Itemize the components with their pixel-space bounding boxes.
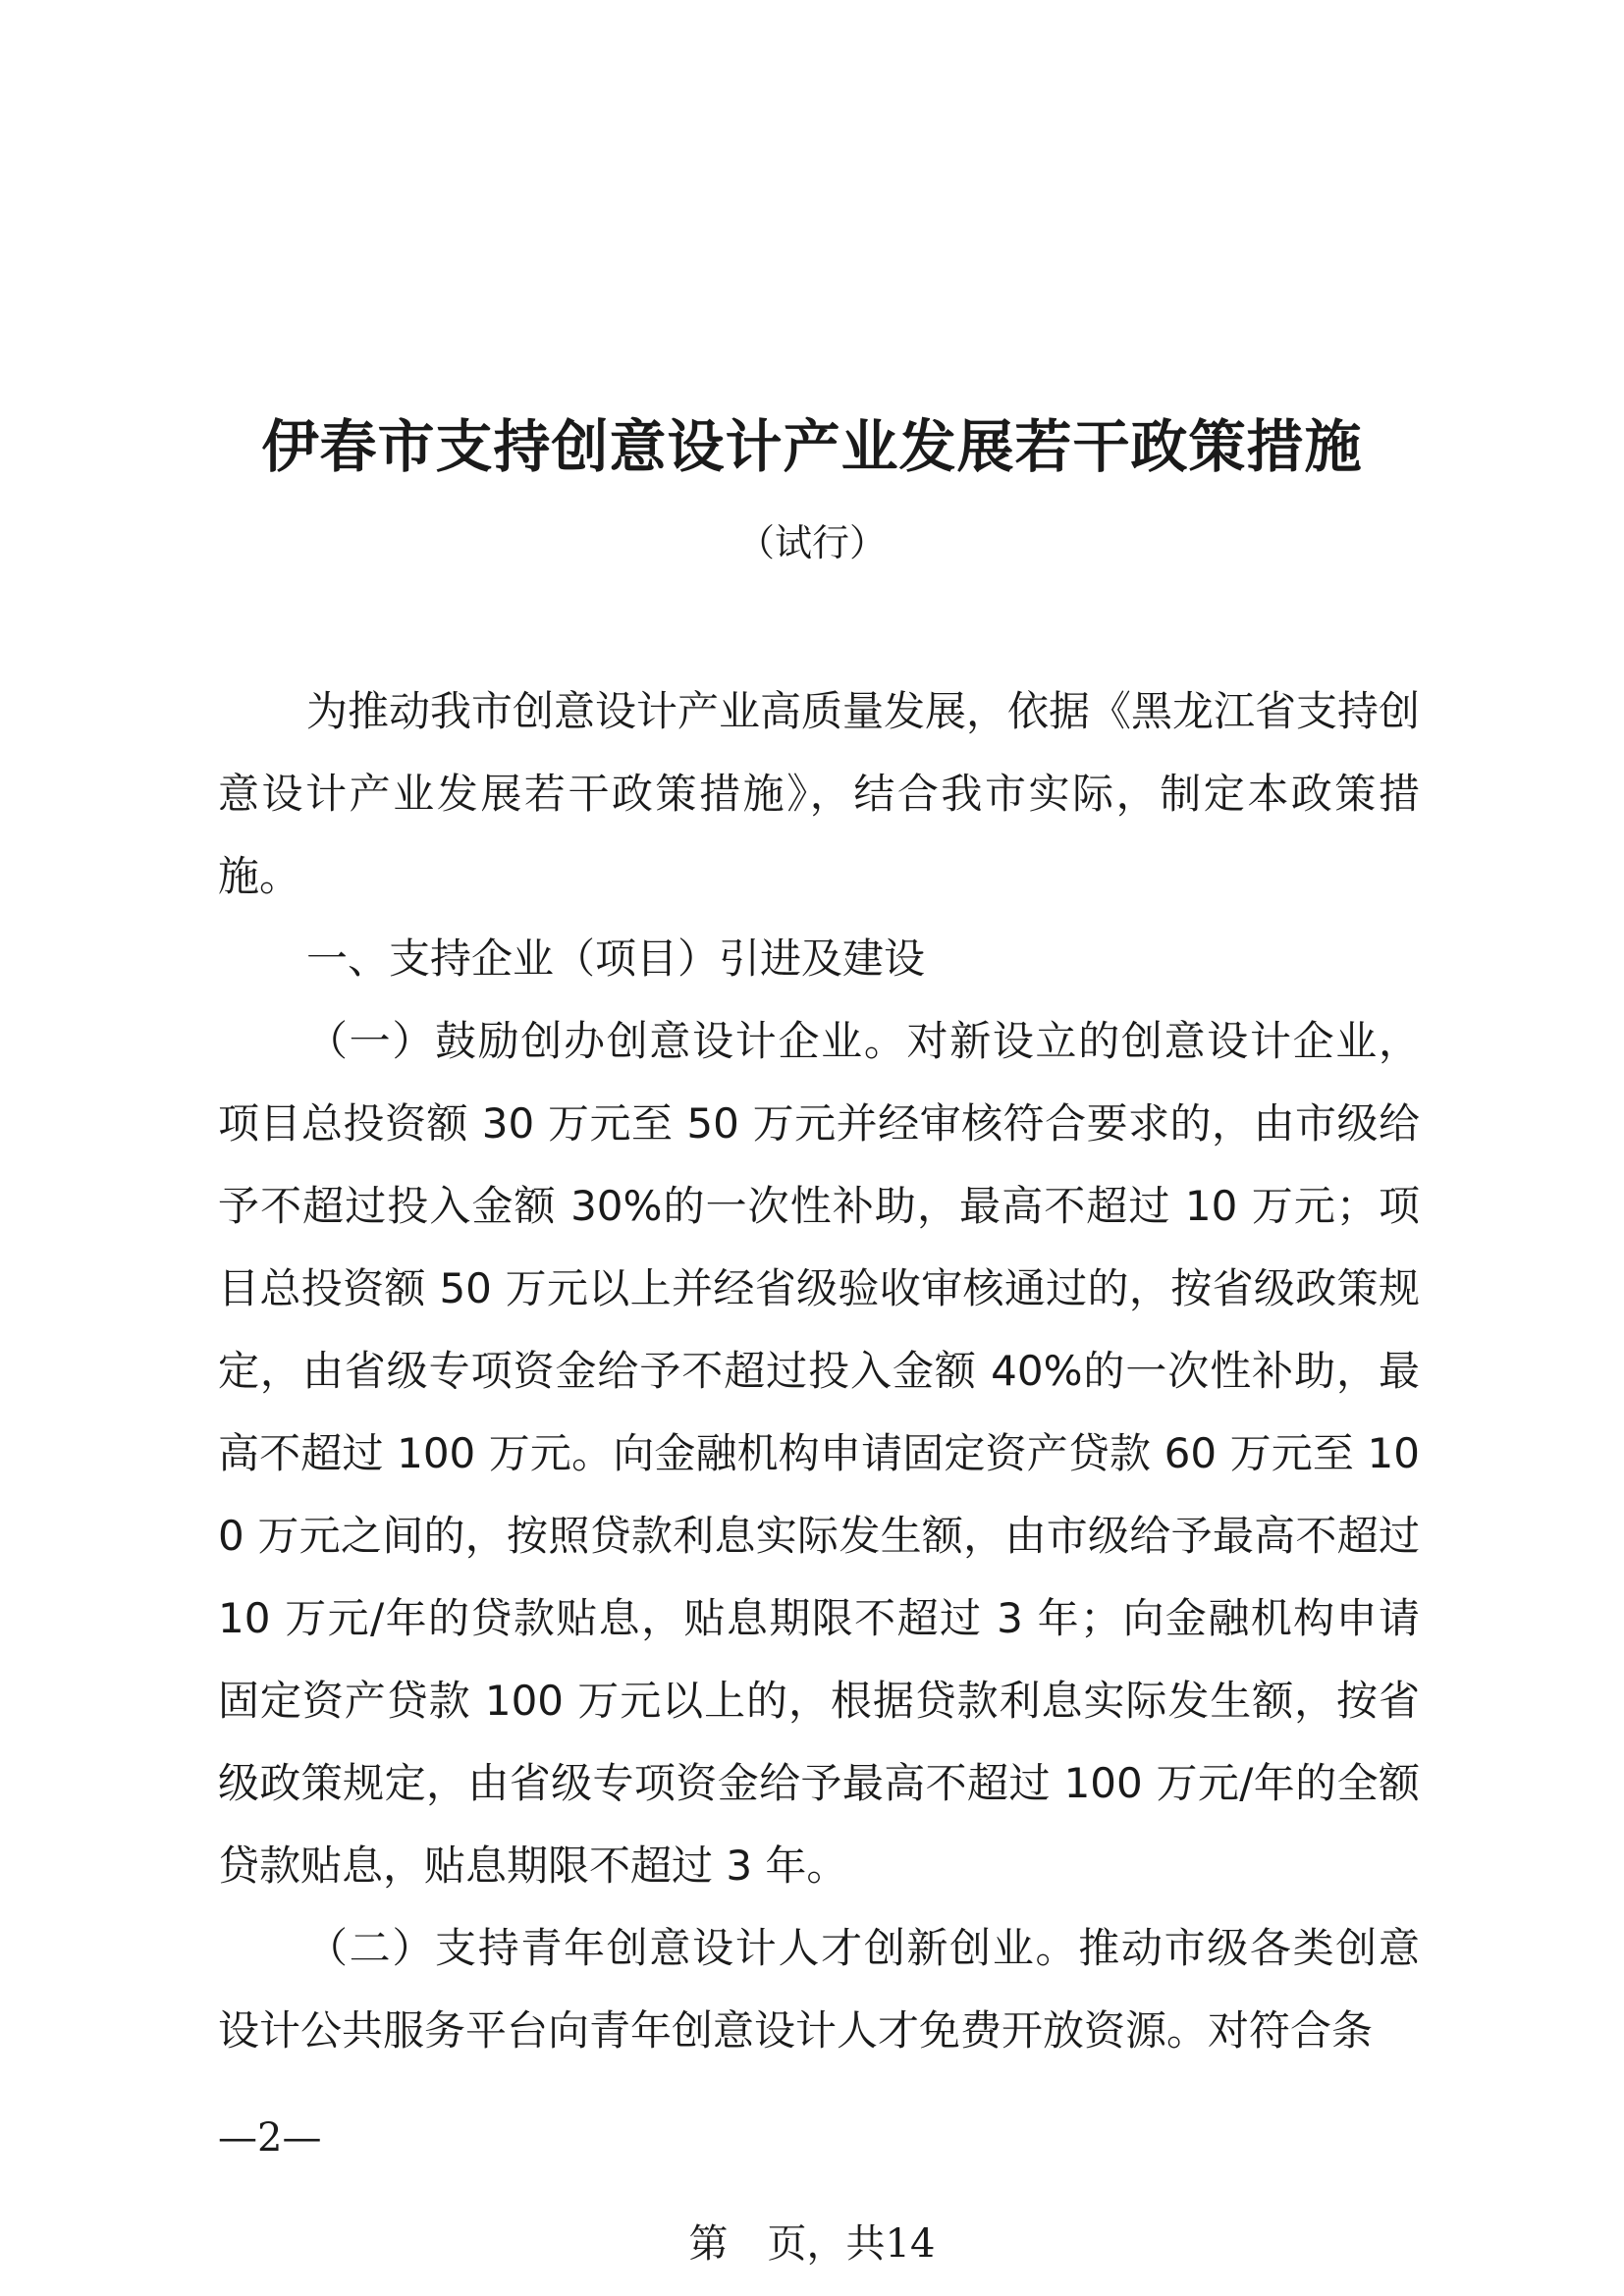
section-heading: 一、支持企业（项目）引进及建设 <box>306 934 926 983</box>
document-title: 伊春市支持创意设计产业发展若干政策措施 <box>261 413 1363 480</box>
intro-paragraph: 为推动我市创意设计产业高质量发展，依据《黑龙江省支持创意设计产业发展若干政策措施》，结合我市实际，制定本政策措施。 <box>218 687 1421 900</box>
item-2-text: 推动市级各类创意设计公共服务平台向青年创意设计人才免费开放资源。对符合条 <box>218 1924 1420 2055</box>
page-number: —2— <box>218 2115 322 2161</box>
item-1-paragraph <box>218 1000 1420 1907</box>
item-2-label: （二）支持青年创意设计人才创新创业。 <box>306 1924 1079 1972</box>
document-body <box>218 670 1420 2072</box>
page-footer: 第 页，共14 <box>688 2221 936 2267</box>
document-subtitle: （试行） <box>736 521 887 564</box>
item-1-text: 对新设立的创意设计企业，项目总投资额 30 万元至 50 万元并经审核符合要求的，由市级给予不超过投入金额 30%的一次性补助，最高不超过 10 万元；项目总投资额 50 万元以上并经省级验收审核通过的，按省级政策规定，由省级专项资金给予不超过投入金额 40%的一次性补助，最高不超过 100 万元。向金融机构申请固定资产贷款 60 万元至 100 万元之间的，按照贷款利息实际发生额，由市级给予最高不超过 10 万元/年的贷款贴息，贴息期限不超过 3 年；向金融机构申请固定资产贷款 100 万元以上的，根据贷款利息实际发生额，按省级政策规定，由省级专项资金给予最高不超过 100 万元/年的全额贷款贴息，贴息期限不超过 3 年。 <box>218 1017 1420 1890</box>
item-1-label: （一）鼓励创办创意设计企业。 <box>306 1017 907 1065</box>
item-2-paragraph <box>218 1907 1420 2072</box>
